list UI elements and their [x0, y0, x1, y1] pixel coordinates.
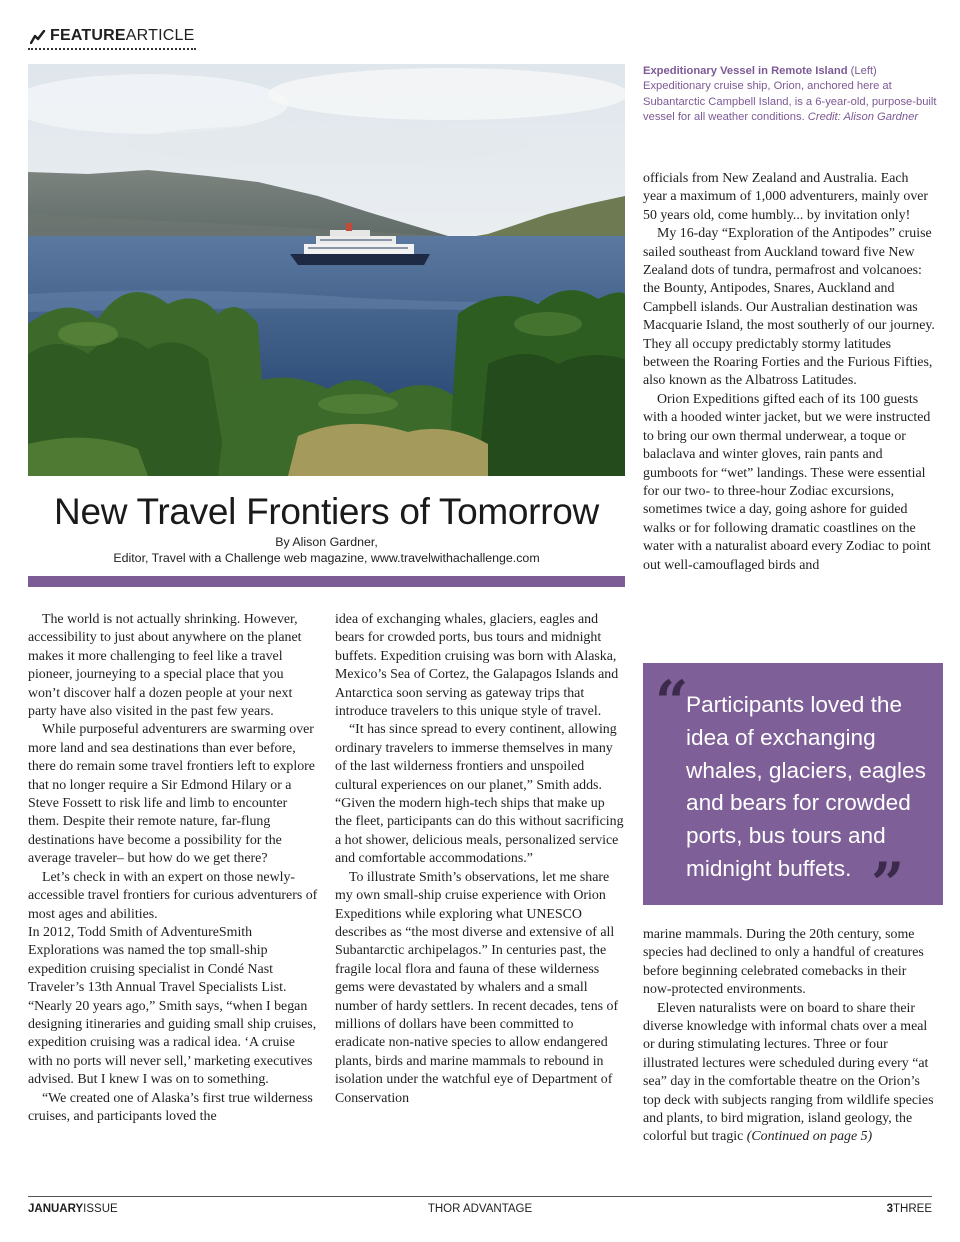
- paragraph: Orion Expeditions gifted each of its 100 guests with a hooded winter jacket, but we were instructed to bring our own thermal underwear, a toque or balaclava and winter gloves, rain pants and gumboots for “wet” landings. These were essential for our two- to three-hour Zodiac excursions, sometimes twice a day, going ashore for guided walks or for following dramatic coastlines on the water with a naturalist aboard every Zodiac to point out well-camouflaged birds and: [643, 391, 931, 573]
- article-column-1: [28, 611, 318, 1126]
- continued-note: (Continued on page 5): [746, 1129, 873, 1145]
- section-title: FEATUREARTICLE: [50, 27, 195, 44]
- article-column-2: [335, 611, 625, 1108]
- byline-author: By Alison Gardner,: [275, 535, 378, 549]
- paragraph: officials from New Zealand and Australia. Each year a maximum of 1,000 adventurers, mainly over 50 years old, come humbly... by invitation only!: [643, 171, 929, 223]
- paragraph: Eleven naturalists were on board to share their diverse knowledge with informal chats over a meal or during stimulating lectures. Three or four illustrated lectures were scheduled during every “at sea” day in the comfortable theatre on the Orion’s top deck with subjects ranging from wildlife species and plants, to bird migration, island geology, the colorful but tragic (Continued on page 5): [643, 1000, 934, 1145]
- headline-divider: [28, 576, 625, 587]
- pull-quote-text: Participants loved the idea of exchanging whales, glaciers, eagles and bears for crowded ports, bus tours and midnight buffets.: [686, 692, 926, 881]
- article-column-3-bottom: [643, 926, 935, 1147]
- pull-quote: [643, 663, 943, 918]
- caption-credit: Credit: Alison Gardner: [807, 111, 919, 124]
- paragraph: To illustrate Smith’s observations, let me share my own small-ship cruise experience with Orion Expeditions while exploring what UNESCO describes as “the most diverse and extensive of all Subantarctic archipelagos.” In centuries past, the fragile local flora and fauna of these wilderness gems were devastated by whalers and a small number of hardy settlers. In recent decades, tens of millions of dollars have been committed to eradicate non-native species to allow endangered plants, birds and marine mammals to rebound in isolation under the watchful eye of Department of Conservation: [335, 869, 619, 1106]
- photo-caption: [643, 64, 943, 126]
- article-column-3-top: [643, 170, 935, 575]
- paragraph: “We created one of Alaska’s first true wilderness cruises, and participants loved the: [28, 1090, 313, 1124]
- footer-issue: JANUARYISSUE: [28, 1203, 118, 1215]
- open-quote-mark: “: [655, 668, 689, 736]
- paragraph: While purposeful adventurers are swarming over more land and sea destinations than ever before, there do remain some travel frontiers left to explore that no longer require a Sir Edmond Hilary or a Steve Fossett to risk life and limb to encounter them. Despite their remote nature, far-flung destinations have become a possibility for the average traveler– but how do we get there?: [28, 722, 315, 867]
- footer-divider: [28, 1196, 932, 1197]
- paragraph: idea of exchanging whales, glaciers, eagles and bears for crowded ports, bus tours and midnight buffets. Expedition cruising was born with Alaska, Mexico’s Sea of Cortez, the Galapagos Islands and Antarctica soon serving as gateway trips that introduce travelers to this unique style of travel.: [335, 612, 619, 720]
- paragraph: marine mammals. During the 20th century, some species had declined to only a handful of creatures before beginning celebrated comebacks in their now-protected environments.: [643, 927, 924, 998]
- caption-title: Expeditionary Vessel in Remote Island: [643, 65, 848, 77]
- caption-position: (Left): [850, 65, 877, 77]
- paragraph: The world is not actually shrinking. However, accessibility to just about anywhere on the planet makes it more challenging to feel like a travel pioneer, journeying to a special place that you won’t discover half a dozen people at your next party have also visited in the past few years.: [28, 612, 302, 720]
- paragraph: Let’s check in with an expert on those newly-accessible travel frontiers for curious adventurers of most ages and abilities.: [28, 869, 318, 922]
- paragraph: “It has since spread to every continent, allowing ordinary travelers to immerse themselves in many of the last wilderness frontiers and unspoiled cultural experiences on our planet,” Smith adds. “Given the modern high-tech ships that make up the fleet, participants can do this without sacrificing a hot shower, delicious meals, personalized service and comfortable accommodations.”: [335, 722, 624, 867]
- caption-text: Expeditionary cruise ship, Orion, anchored here at Subantarctic Campbell Island, is a 6-year-old, purpose-built vessel for all weather conditions.: [643, 80, 937, 124]
- paragraph: My 16-day “Exploration of the Antipodes” cruise sailed southeast from Auckland toward five New Zealand dots of tundra, permafrost and volcanoes: the Bounty, Antipodes, Snares, Auckland and Campbell islands. Our Australian destination was Macquarie Island, the most southerly of our journey. They all occupy predictably stormy latitudes between the Roaring Forties and the Furious Fifties, also known as the Albatross Latitudes.: [643, 226, 935, 389]
- section-header: [28, 26, 196, 50]
- footer-publication: THOR ADVANTAGE: [427, 1203, 533, 1215]
- close-quote-mark: ”: [871, 850, 905, 918]
- cruise-ship-island-photo: [28, 64, 625, 476]
- byline-role: Editor, Travel with a Challenge web magazine, www.travelwithachallenge.com: [113, 551, 540, 565]
- paragraph: In 2012, Todd Smith of AdventureSmith Explorations was named the top small-ship expedition cruising specialist in Condé Nast Traveler’s 13th Annual Travel Specialists List. “Nearly 20 years ago,” Smith says, “when I began designing itineraries and guiding small ship cruises, expedition cruising was a radical idea. ‘A cruise with no ports will never sell,’ marketing executives advised. But I knew I was on to something.: [28, 924, 317, 1088]
- article-byline: [28, 534, 625, 566]
- article-headline: New Travel Frontiers of Tomorrow: [54, 491, 599, 532]
- footer-page-number: 3THREE: [886, 1203, 932, 1215]
- pencil-mark-icon: [30, 30, 46, 44]
